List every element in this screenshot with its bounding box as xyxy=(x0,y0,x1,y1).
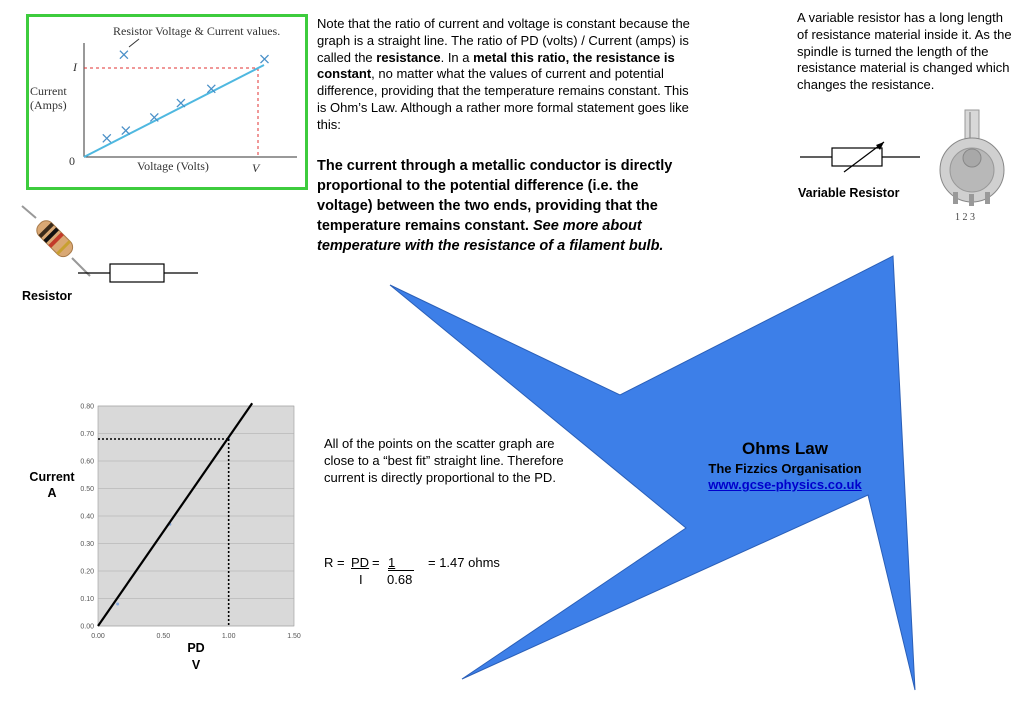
y-tick-label: 0.40 xyxy=(80,513,94,521)
variable-resistor-symbol-icon xyxy=(800,138,925,178)
resistor-symbol-icon xyxy=(110,264,164,282)
x-tick-label: 1.50 xyxy=(287,633,301,640)
website-link[interactable]: www.gcse-physics.co.uk xyxy=(708,477,862,492)
para-bold-metal: metal this ratio, the resistance is constant xyxy=(317,49,675,82)
ratio-paragraph xyxy=(317,16,697,134)
formula-one: 1 xyxy=(388,555,396,570)
y-tick-label: 0.10 xyxy=(80,596,94,603)
scatter-explanation: All of the points on the scatter graph are close to a “best fit” straight line. Therefore current is directly proportional to the PD. xyxy=(324,436,564,485)
formula-denominator: 0.68 xyxy=(387,572,413,587)
data-point-x-mark xyxy=(122,127,130,135)
data-point-x-mark xyxy=(103,134,111,142)
variable-resistor-description: A variable resistor has a long length of resistance material inside it. As the spindle is turned the length of the resistance material is changed which changes the resistance. xyxy=(797,10,1012,93)
y-tick-label: 0.70 xyxy=(80,431,94,438)
y-unit-text: A xyxy=(47,486,57,500)
x-tick-label: 0.00 xyxy=(91,633,105,640)
i-label: I xyxy=(73,60,77,74)
y-tick-label: 0.30 xyxy=(80,541,94,548)
resistor-label: Resistor xyxy=(22,289,73,303)
pin-labels: 1 2 3 xyxy=(955,212,975,223)
para-text-1: Note that the ratio of current and voltage is constant because the graph is a straight line. The ratio of PD (volts) / Current (amps) is called the xyxy=(317,16,690,65)
filament-bulb-link[interactable]: See more about temperature with the resistance of a filament bulb. xyxy=(317,218,664,254)
data-point-x-mark xyxy=(261,55,269,63)
resistor-photo-icon xyxy=(33,217,75,259)
resistor-graph-svg xyxy=(29,17,305,187)
origin-label: 0 xyxy=(69,154,75,168)
resistance-formula xyxy=(324,555,564,595)
potentiometer-photo-icon xyxy=(935,108,1017,226)
y-tick-label: 0.00 xyxy=(80,623,94,631)
title-pointer xyxy=(129,39,139,47)
data-point xyxy=(116,603,119,606)
y-tick-label: 0.20 xyxy=(80,568,94,576)
y-tick-label: 0.60 xyxy=(80,458,94,466)
pd-axis-label xyxy=(176,640,216,674)
organisation-name: The Fizzics Organisation xyxy=(708,461,862,476)
x-tick-label: 0.50 xyxy=(156,633,171,640)
x-axis-label: Voltage (Volts) xyxy=(137,159,209,173)
y-axis-label-2: (Amps) xyxy=(30,98,67,112)
current-axis-label xyxy=(22,469,82,501)
formula-i: I xyxy=(359,572,363,587)
data-points xyxy=(103,51,269,143)
x-label-text: PD xyxy=(187,641,205,655)
para-text-2: . In a xyxy=(440,49,474,65)
formula-prefix: R = xyxy=(324,555,345,570)
y-tick-label: 0.80 xyxy=(80,403,94,411)
pd-current-graph xyxy=(18,398,308,648)
formula-underline xyxy=(388,555,414,571)
data-point-x-mark xyxy=(177,99,185,107)
formula-equals: = xyxy=(372,555,380,570)
x-unit-text: V xyxy=(191,658,201,672)
formula-result: = 1.47 ohms xyxy=(428,555,500,570)
law-text: The current through a metallic conductor is directly proportional to the potential difference (i.e. the voltage) between the two ends, providing that the temperature remains constant. xyxy=(317,158,673,234)
ohms-law-title: Ohms Law xyxy=(742,439,828,458)
formula-pd: PD xyxy=(351,555,370,570)
resistor-illustration xyxy=(14,200,204,290)
para-bold-resistance: resistance xyxy=(376,49,441,65)
graph-title: Resistor Voltage & Current values. xyxy=(113,24,281,38)
data-point-x-mark xyxy=(120,51,128,59)
v-label: V xyxy=(252,161,260,175)
plot-area xyxy=(80,403,301,640)
y-label-text: Current xyxy=(29,470,75,484)
y-axis-label-1: Current xyxy=(30,84,67,98)
ohms-law-statement xyxy=(317,156,697,256)
para-text-3: , no matter what the values of current and potential difference, providing that the temperature remains constant. This is Ohm’s Law. Although a rather more formal statement goes like this: xyxy=(317,66,689,132)
resistor-lead-top xyxy=(22,206,36,218)
variable-resistor-label: Variable Resistor xyxy=(798,186,900,200)
x-tick-label: 1.00 xyxy=(221,633,236,640)
y-tick-label: 0.50 xyxy=(80,486,94,493)
resistor-graph xyxy=(26,14,308,190)
best-fit-line xyxy=(84,65,264,157)
ohms-law-title-block xyxy=(660,439,910,492)
